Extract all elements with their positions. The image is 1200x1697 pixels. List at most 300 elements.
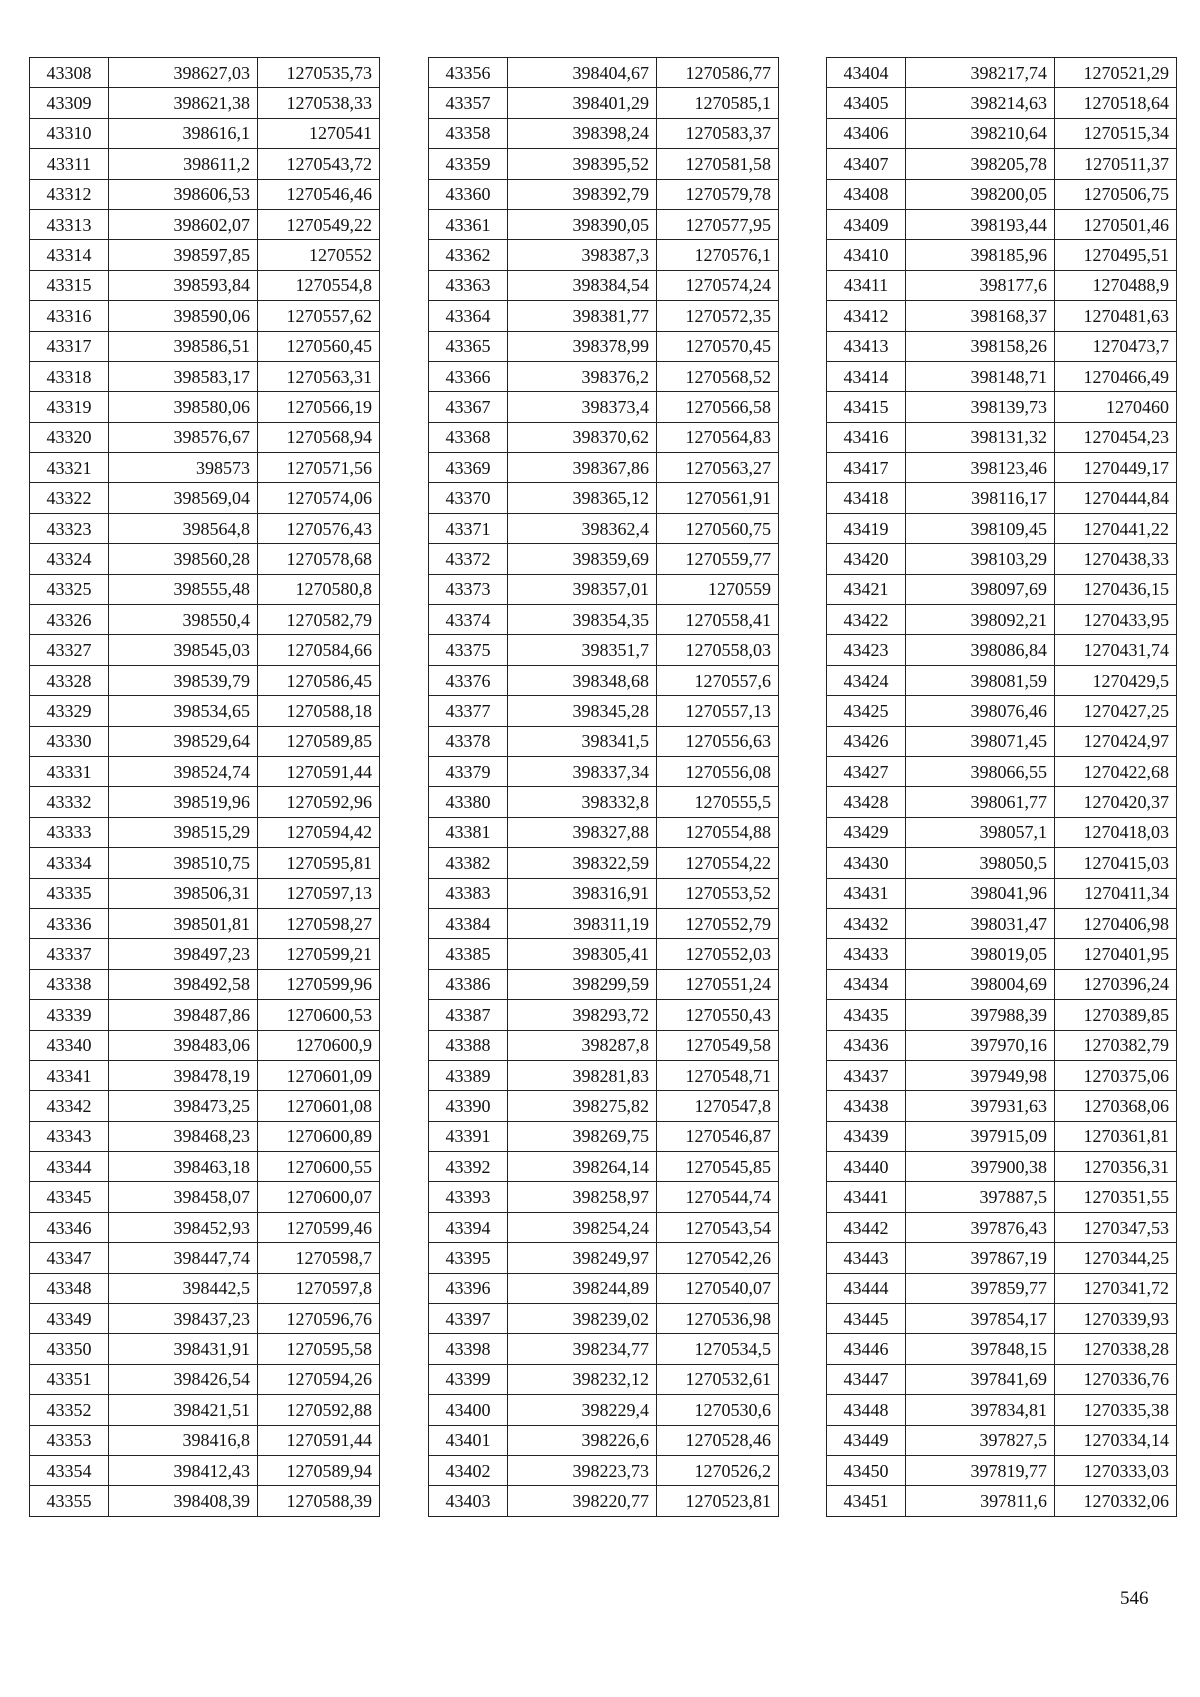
table-row [827,240,1177,270]
table-row [827,179,1177,209]
y-coordinate-cell: 1270540,07 [657,1273,779,1303]
table-row [827,422,1177,452]
y-coordinate-cell: 1270556,63 [657,726,779,756]
point-id-cell: 43447 [827,1364,906,1394]
point-id-cell: 43361 [429,209,508,239]
y-coordinate-cell: 1270347,53 [1055,1212,1177,1242]
x-coordinate-cell: 398066,55 [906,756,1055,786]
y-coordinate-cell: 1270600,55 [258,1152,380,1182]
x-coordinate-cell: 397887,5 [906,1182,1055,1212]
x-coordinate-cell: 398362,4 [508,513,657,543]
table-row [30,240,380,270]
table-row [827,787,1177,817]
point-id-cell: 43323 [30,513,109,543]
table-row [30,422,380,452]
x-coordinate-cell: 397848,15 [906,1334,1055,1364]
y-coordinate-cell: 1270560,75 [657,513,779,543]
point-id-cell: 43353 [30,1425,109,1455]
x-coordinate-cell: 398223,73 [508,1455,657,1485]
table-row [429,1273,779,1303]
point-id-cell: 43386 [429,969,508,999]
x-coordinate-cell: 398492,58 [109,969,258,999]
table-row [429,1030,779,1060]
y-coordinate-cell: 1270351,55 [1055,1182,1177,1212]
y-coordinate-cell: 1270547,8 [657,1091,779,1121]
x-coordinate-cell: 398367,86 [508,453,657,483]
point-id-cell: 43438 [827,1091,906,1121]
table-row [30,878,380,908]
page-number: 546 [1120,1588,1149,1609]
point-id-cell: 43412 [827,301,906,331]
table-row [30,58,380,88]
x-coordinate-cell: 398390,05 [508,209,657,239]
point-id-cell: 43445 [827,1304,906,1334]
x-coordinate-cell: 398458,07 [109,1182,258,1212]
x-coordinate-cell: 398555,48 [109,574,258,604]
table-row [827,1395,1177,1425]
point-id-cell: 43311 [30,149,109,179]
y-coordinate-cell: 1270558,03 [657,635,779,665]
y-coordinate-cell: 1270361,81 [1055,1121,1177,1151]
table-row [30,756,380,786]
table-row [827,149,1177,179]
x-coordinate-cell: 398086,84 [906,635,1055,665]
y-coordinate-cell: 1270577,95 [657,209,779,239]
x-coordinate-cell: 398412,43 [109,1455,258,1485]
y-coordinate-cell: 1270449,17 [1055,453,1177,483]
y-coordinate-cell: 1270427,25 [1055,696,1177,726]
table-row [429,58,779,88]
x-coordinate-cell: 398387,3 [508,240,657,270]
table-row [429,908,779,938]
x-coordinate-cell: 398220,77 [508,1486,657,1516]
table-row [827,1425,1177,1455]
y-coordinate-cell: 1270566,19 [258,392,380,422]
x-coordinate-cell: 398564,8 [109,513,258,543]
x-coordinate-cell: 398116,17 [906,483,1055,513]
x-coordinate-cell: 398421,51 [109,1395,258,1425]
table-row [827,1486,1177,1516]
point-id-cell: 43363 [429,270,508,300]
x-coordinate-cell: 398398,24 [508,118,657,148]
x-coordinate-cell: 398586,51 [109,331,258,361]
y-coordinate-cell: 1270584,66 [258,635,380,665]
table-row [429,574,779,604]
x-coordinate-cell: 398437,23 [109,1304,258,1334]
table-row [429,1000,779,1030]
x-coordinate-cell: 398041,96 [906,878,1055,908]
x-coordinate-cell: 398597,85 [109,240,258,270]
y-coordinate-cell: 1270436,15 [1055,574,1177,604]
point-id-cell: 43394 [429,1212,508,1242]
point-id-cell: 43321 [30,453,109,483]
x-coordinate-cell: 398109,45 [906,513,1055,543]
coordinates-table-body [429,58,779,1517]
y-coordinate-cell: 1270466,49 [1055,361,1177,391]
point-id-cell: 43407 [827,149,906,179]
point-id-cell: 43315 [30,270,109,300]
y-coordinate-cell: 1270536,98 [657,1304,779,1334]
y-coordinate-cell: 1270356,31 [1055,1152,1177,1182]
y-coordinate-cell: 1270406,98 [1055,908,1177,938]
table-row [827,1243,1177,1273]
point-id-cell: 43423 [827,635,906,665]
y-coordinate-cell: 1270588,39 [258,1486,380,1516]
y-coordinate-cell: 1270541 [258,118,380,148]
table-row [827,1121,1177,1151]
y-coordinate-cell: 1270501,46 [1055,209,1177,239]
x-coordinate-cell: 398468,23 [109,1121,258,1151]
point-id-cell: 43341 [30,1060,109,1090]
table-row [30,939,380,969]
point-id-cell: 43346 [30,1212,109,1242]
x-coordinate-cell: 398501,81 [109,908,258,938]
x-coordinate-cell: 398258,97 [508,1182,657,1212]
y-coordinate-cell: 1270561,91 [657,483,779,513]
y-coordinate-cell: 1270488,9 [1055,270,1177,300]
table-row [30,392,380,422]
x-coordinate-cell: 397915,09 [906,1121,1055,1151]
y-coordinate-cell: 1270530,6 [657,1395,779,1425]
table-row [429,1121,779,1151]
table-row [30,1152,380,1182]
point-id-cell: 43327 [30,635,109,665]
point-id-cell: 43435 [827,1000,906,1030]
point-id-cell: 43365 [429,331,508,361]
table-row [429,848,779,878]
point-id-cell: 43421 [827,574,906,604]
y-coordinate-cell: 1270552,79 [657,908,779,938]
x-coordinate-cell: 398395,52 [508,149,657,179]
y-coordinate-cell: 1270554,8 [258,270,380,300]
x-coordinate-cell: 398200,05 [906,179,1055,209]
table-row [827,574,1177,604]
point-id-cell: 43451 [827,1486,906,1516]
y-coordinate-cell: 1270594,42 [258,817,380,847]
point-id-cell: 43410 [827,240,906,270]
point-id-cell: 43392 [429,1152,508,1182]
table-row [429,1425,779,1455]
x-coordinate-cell: 398305,41 [508,939,657,969]
table-row [827,209,1177,239]
table-row [429,726,779,756]
y-coordinate-cell: 1270532,61 [657,1364,779,1394]
point-id-cell: 43326 [30,605,109,635]
x-coordinate-cell: 398590,06 [109,301,258,331]
x-coordinate-cell: 398426,54 [109,1364,258,1394]
y-coordinate-cell: 1270571,56 [258,453,380,483]
point-id-cell: 43381 [429,817,508,847]
point-id-cell: 43411 [827,270,906,300]
y-coordinate-cell: 1270586,45 [258,665,380,695]
y-coordinate-cell: 1270545,85 [657,1152,779,1182]
y-coordinate-cell: 1270511,37 [1055,149,1177,179]
y-coordinate-cell: 1270433,95 [1055,605,1177,635]
y-coordinate-cell: 1270454,23 [1055,422,1177,452]
point-id-cell: 43334 [30,848,109,878]
table-row [30,1243,380,1273]
point-id-cell: 43369 [429,453,508,483]
x-coordinate-cell: 398217,74 [906,58,1055,88]
table-row [827,301,1177,331]
point-id-cell: 43382 [429,848,508,878]
point-id-cell: 43426 [827,726,906,756]
x-coordinate-cell: 398606,53 [109,179,258,209]
y-coordinate-cell: 1270335,38 [1055,1395,1177,1425]
table-row [827,270,1177,300]
y-coordinate-cell: 1270570,45 [657,331,779,361]
y-coordinate-cell: 1270557,62 [258,301,380,331]
y-coordinate-cell: 1270588,18 [258,696,380,726]
point-id-cell: 43397 [429,1304,508,1334]
table-row [30,301,380,331]
y-coordinate-cell: 1270424,97 [1055,726,1177,756]
x-coordinate-cell: 398515,29 [109,817,258,847]
table-row [827,817,1177,847]
x-coordinate-cell: 398483,06 [109,1030,258,1060]
x-coordinate-cell: 398148,71 [906,361,1055,391]
y-coordinate-cell: 1270339,93 [1055,1304,1177,1334]
x-coordinate-cell: 398131,32 [906,422,1055,452]
y-coordinate-cell: 1270595,58 [258,1334,380,1364]
y-coordinate-cell: 1270574,24 [657,270,779,300]
x-coordinate-cell: 398442,5 [109,1273,258,1303]
point-id-cell: 43409 [827,209,906,239]
y-coordinate-cell: 1270553,52 [657,878,779,908]
y-coordinate-cell: 1270415,03 [1055,848,1177,878]
point-id-cell: 43434 [827,969,906,999]
point-id-cell: 43443 [827,1243,906,1273]
table-row [429,392,779,422]
table-row [30,331,380,361]
point-id-cell: 43429 [827,817,906,847]
point-id-cell: 43331 [30,756,109,786]
x-coordinate-cell: 398416,8 [109,1425,258,1455]
x-coordinate-cell: 398234,77 [508,1334,657,1364]
x-coordinate-cell: 398593,84 [109,270,258,300]
x-coordinate-cell: 398529,64 [109,726,258,756]
y-coordinate-cell: 1270538,33 [258,88,380,118]
y-coordinate-cell: 1270551,24 [657,969,779,999]
y-coordinate-cell: 1270550,43 [657,1000,779,1030]
y-coordinate-cell: 1270338,28 [1055,1334,1177,1364]
table-row [30,1334,380,1364]
point-id-cell: 43368 [429,422,508,452]
table-row [827,1212,1177,1242]
point-id-cell: 43333 [30,817,109,847]
point-id-cell: 43395 [429,1243,508,1273]
x-coordinate-cell: 398076,46 [906,696,1055,726]
table-row [827,1060,1177,1090]
point-id-cell: 43371 [429,513,508,543]
y-coordinate-cell: 1270549,58 [657,1030,779,1060]
x-coordinate-cell: 398392,79 [508,179,657,209]
point-id-cell: 43418 [827,483,906,513]
x-coordinate-cell: 398539,79 [109,665,258,695]
point-id-cell: 43364 [429,301,508,331]
y-coordinate-cell: 1270578,68 [258,544,380,574]
table-row [30,88,380,118]
x-coordinate-cell: 398519,96 [109,787,258,817]
table-row [30,665,380,695]
x-coordinate-cell: 398550,4 [109,605,258,635]
x-coordinate-cell: 397859,77 [906,1273,1055,1303]
y-coordinate-cell: 1270548,71 [657,1060,779,1090]
x-coordinate-cell: 398359,69 [508,544,657,574]
point-id-cell: 43359 [429,149,508,179]
point-id-cell: 43319 [30,392,109,422]
x-coordinate-cell: 398311,19 [508,908,657,938]
y-coordinate-cell: 1270334,14 [1055,1425,1177,1455]
x-coordinate-cell: 398031,47 [906,908,1055,938]
point-id-cell: 43389 [429,1060,508,1090]
y-coordinate-cell: 1270556,08 [657,756,779,786]
x-coordinate-cell: 398322,59 [508,848,657,878]
y-coordinate-cell: 1270555,5 [657,787,779,817]
y-coordinate-cell: 1270521,29 [1055,58,1177,88]
table-row [429,878,779,908]
table-row [827,1030,1177,1060]
point-id-cell: 43344 [30,1152,109,1182]
y-coordinate-cell: 1270552,03 [657,939,779,969]
point-id-cell: 43337 [30,939,109,969]
y-coordinate-cell: 1270518,64 [1055,88,1177,118]
x-coordinate-cell: 398431,91 [109,1334,258,1364]
table-row [827,1091,1177,1121]
y-coordinate-cell: 1270568,94 [258,422,380,452]
point-id-cell: 43325 [30,574,109,604]
table-row [827,756,1177,786]
y-coordinate-cell: 1270559,77 [657,544,779,574]
point-id-cell: 43338 [30,969,109,999]
y-coordinate-cell: 1270594,26 [258,1364,380,1394]
point-id-cell: 43417 [827,453,906,483]
y-coordinate-cell: 1270543,54 [657,1212,779,1242]
point-id-cell: 43450 [827,1455,906,1485]
coordinates-table-body [30,58,380,1517]
table-row [30,1304,380,1334]
y-coordinate-cell: 1270585,1 [657,88,779,118]
table-row [429,453,779,483]
table-row [827,513,1177,543]
table-row [827,939,1177,969]
y-coordinate-cell: 1270543,72 [258,149,380,179]
x-coordinate-cell: 398293,72 [508,1000,657,1030]
x-coordinate-cell: 398341,5 [508,726,657,756]
x-coordinate-cell: 398351,7 [508,635,657,665]
table-row [30,1212,380,1242]
point-id-cell: 43335 [30,878,109,908]
y-coordinate-cell: 1270576,43 [258,513,380,543]
table-row [827,58,1177,88]
point-id-cell: 43312 [30,179,109,209]
point-id-cell: 43393 [429,1182,508,1212]
coordinates-table-1 [29,57,380,1517]
point-id-cell: 43439 [827,1121,906,1151]
x-coordinate-cell: 398376,2 [508,361,657,391]
y-coordinate-cell: 1270580,8 [258,574,380,604]
y-coordinate-cell: 1270375,06 [1055,1060,1177,1090]
point-id-cell: 43379 [429,756,508,786]
table-row [827,544,1177,574]
y-coordinate-cell: 1270598,27 [258,908,380,938]
x-coordinate-cell: 398332,8 [508,787,657,817]
table-row [429,422,779,452]
table-row [429,1304,779,1334]
point-id-cell: 43436 [827,1030,906,1060]
y-coordinate-cell: 1270600,9 [258,1030,380,1060]
table-row [30,118,380,148]
table-row [827,453,1177,483]
table-row [429,544,779,574]
y-coordinate-cell: 1270596,76 [258,1304,380,1334]
x-coordinate-cell: 397827,5 [906,1425,1055,1455]
table-row [30,969,380,999]
point-id-cell: 43372 [429,544,508,574]
table-row [827,88,1177,118]
x-coordinate-cell: 397819,77 [906,1455,1055,1485]
table-row [30,149,380,179]
y-coordinate-cell: 1270557,6 [657,665,779,695]
y-coordinate-cell: 1270558,41 [657,605,779,635]
x-coordinate-cell: 398621,38 [109,88,258,118]
point-id-cell: 43448 [827,1395,906,1425]
point-id-cell: 43400 [429,1395,508,1425]
table-row [827,1364,1177,1394]
table-row [30,1182,380,1212]
y-coordinate-cell: 1270549,22 [258,209,380,239]
point-id-cell: 43357 [429,88,508,118]
point-id-cell: 43415 [827,392,906,422]
x-coordinate-cell: 398299,59 [508,969,657,999]
x-coordinate-cell: 397949,98 [906,1060,1055,1090]
table-row [30,513,380,543]
table-row [827,908,1177,938]
table-row [30,1273,380,1303]
y-coordinate-cell: 1270332,06 [1055,1486,1177,1516]
table-row [827,726,1177,756]
point-id-cell: 43432 [827,908,906,938]
table-row [827,665,1177,695]
point-id-cell: 43374 [429,605,508,635]
y-coordinate-cell: 1270599,21 [258,939,380,969]
point-id-cell: 43437 [827,1060,906,1090]
y-coordinate-cell: 1270438,33 [1055,544,1177,574]
point-id-cell: 43309 [30,88,109,118]
table-row [827,118,1177,148]
point-id-cell: 43376 [429,665,508,695]
x-coordinate-cell: 398337,34 [508,756,657,786]
x-coordinate-cell: 397811,6 [906,1486,1055,1516]
x-coordinate-cell: 398497,23 [109,939,258,969]
y-coordinate-cell: 1270597,8 [258,1273,380,1303]
x-coordinate-cell: 397931,63 [906,1091,1055,1121]
point-id-cell: 43427 [827,756,906,786]
point-id-cell: 43310 [30,118,109,148]
y-coordinate-cell: 1270559 [657,574,779,604]
point-id-cell: 43384 [429,908,508,938]
y-coordinate-cell: 1270444,84 [1055,483,1177,513]
x-coordinate-cell: 398239,02 [508,1304,657,1334]
x-coordinate-cell: 398071,45 [906,726,1055,756]
y-coordinate-cell: 1270422,68 [1055,756,1177,786]
x-coordinate-cell: 398205,78 [906,149,1055,179]
y-coordinate-cell: 1270592,88 [258,1395,380,1425]
table-row [30,1000,380,1030]
x-coordinate-cell: 398281,83 [508,1060,657,1090]
point-id-cell: 43354 [30,1455,109,1485]
point-id-cell: 43425 [827,696,906,726]
